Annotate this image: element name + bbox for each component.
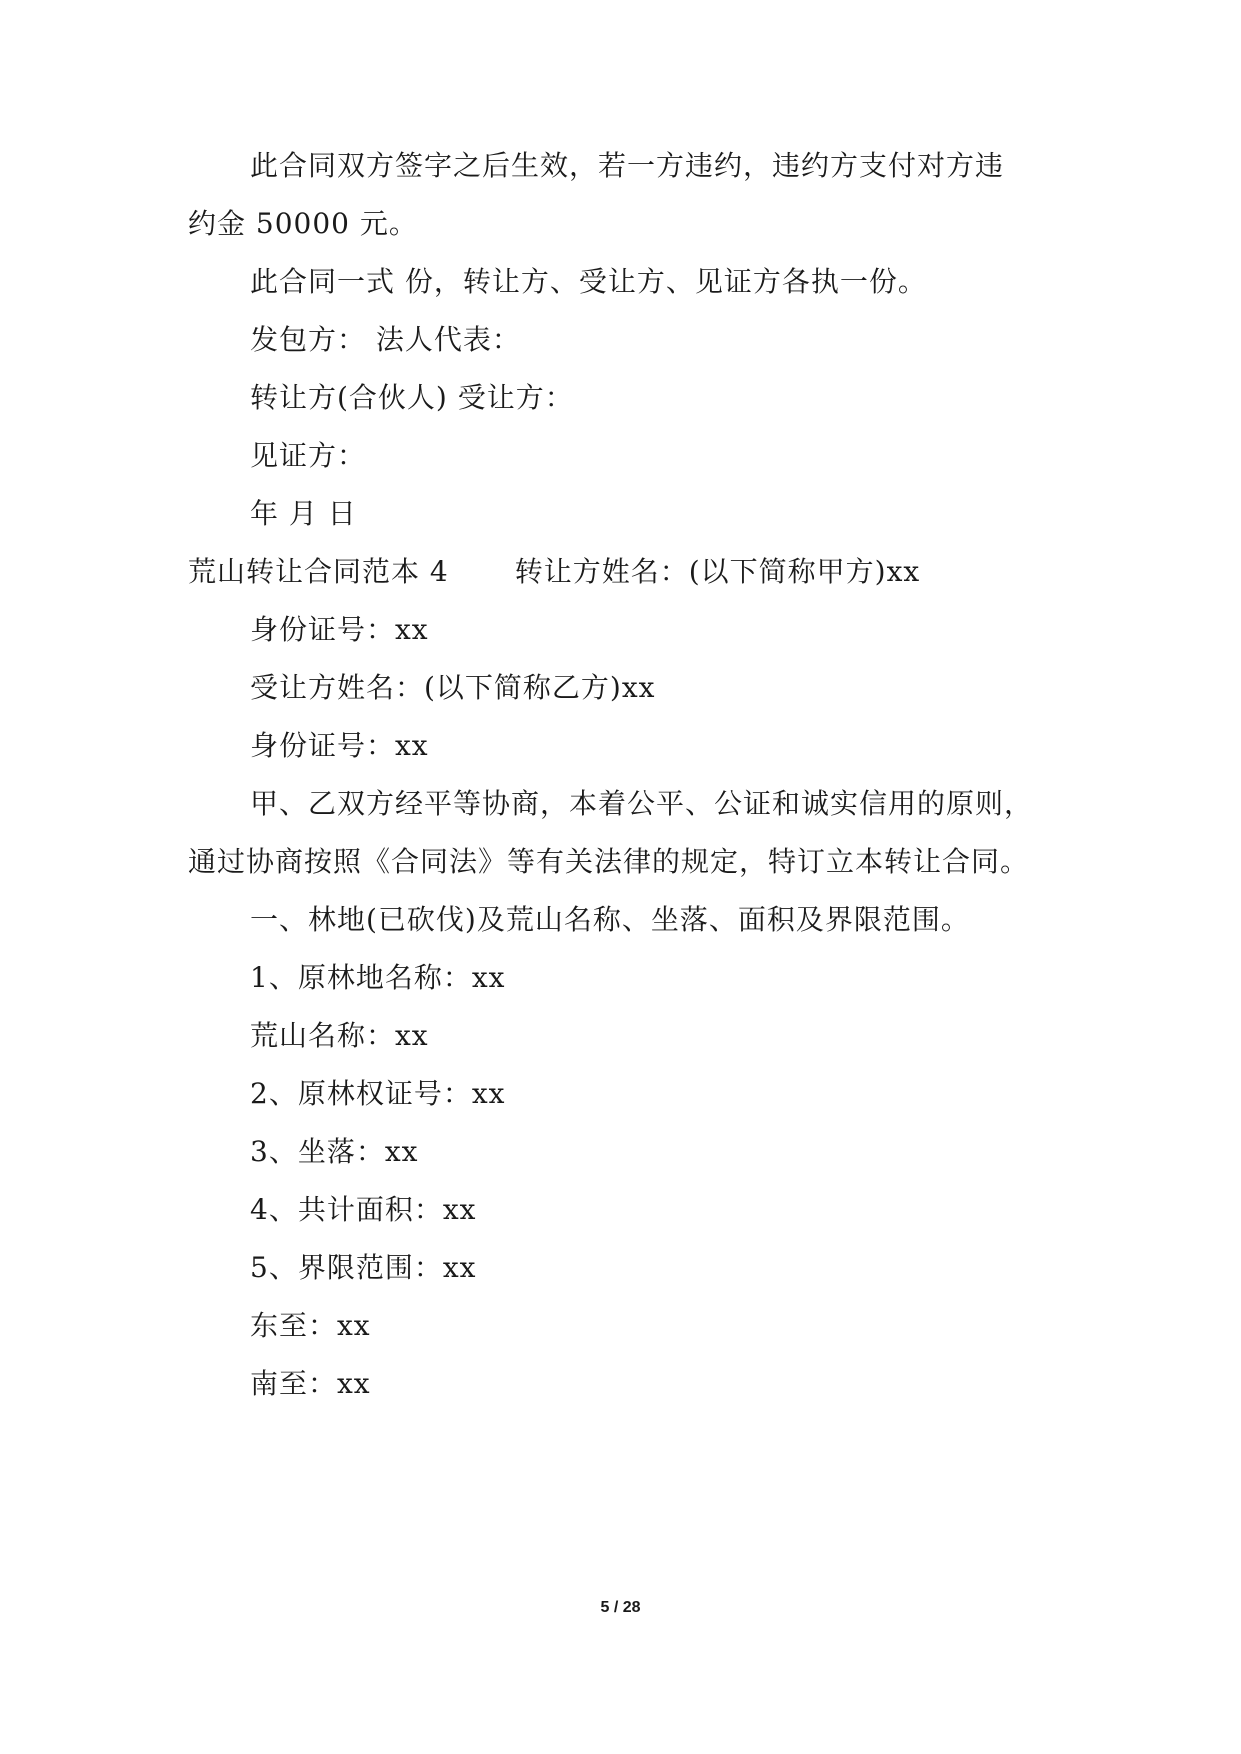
paragraph-line: 约金 50000 元。 [188,207,418,240]
paragraph-line: 身份证号：xx [250,729,429,762]
paragraph-line: 甲、乙双方经平等协商，本着公平、公证和诚实信用的原则， [250,787,1034,820]
paragraph-line: 一、林地(已砍伐)及荒山名称、坐落、面积及界限范围。 [250,903,970,936]
paragraph-line: 见证方： [250,439,367,472]
paragraph-line: 身份证号：xx [250,613,429,646]
paragraph-line: 受让方姓名：(以下简称乙方)xx [250,671,656,704]
paragraph-line: 南至：xx [250,1367,371,1400]
paragraph-line: 5、界限范围：xx [250,1251,477,1284]
paragraph-line: 发包方： 法人代表： [250,323,521,356]
section-heading-line [188,552,920,592]
paragraph-text: 转让方姓名：(以下简称甲方)xx [514,555,921,588]
page-number: 5 / 28 [600,1599,641,1616]
paragraph-line: 4、共计面积：xx [250,1193,477,1226]
paragraph-line: 3、坐落：xx [250,1135,419,1168]
paragraph-line: 1、原林地名称：xx [250,961,506,994]
paragraph-line: 此合同双方签字之后生效，若一方违约，违约方支付对方违 [250,149,1005,182]
section-heading: 荒山转让合同范本 4 [188,555,449,588]
paragraph-line: 2、原林权证号：xx [250,1077,506,1110]
paragraph-line: 转让方(合伙人) 受让方： [250,381,574,414]
paragraph-line: 东至：xx [250,1309,371,1342]
paragraph-line: 此合同一式 份，转让方、受让方、见证方各执一份。 [250,265,927,298]
paragraph-line: 通过协商按照《合同法》等有关法律的规定，特订立本转让合同。 [188,845,1030,878]
paragraph-line: 荒山名称：xx [250,1019,429,1052]
paragraph-line: 年 月 日 [250,497,357,530]
